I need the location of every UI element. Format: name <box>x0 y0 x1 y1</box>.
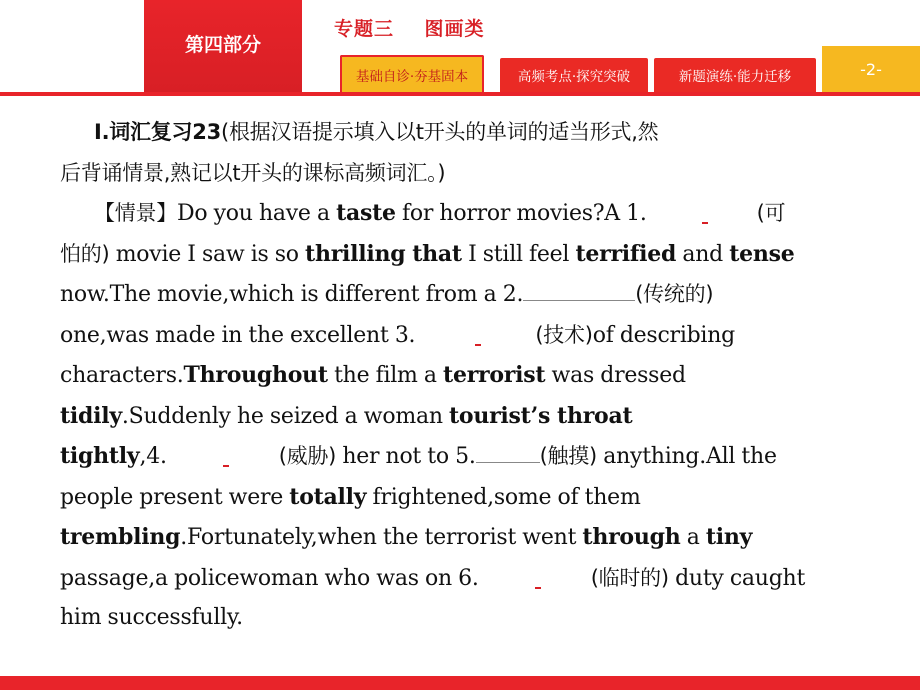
passage-line-9: trembling.Fortunately,when the terrorist went through a tiny <box>60 524 753 550</box>
passage-line-4: one,was made in the excellent 3. (技术)of describing <box>60 315 860 356</box>
exercise-content <box>60 112 860 639</box>
passage-line-7: tightly,4. (威胁) her not to 5. (触摸) anything.All the <box>60 436 860 477</box>
slide-header <box>0 0 920 100</box>
instruction-line-2: 后背诵情景,熟记以t开头的课标高频词汇。) <box>60 160 446 185</box>
blank-3[interactable] <box>415 316 535 342</box>
blank-5[interactable] <box>476 436 540 463</box>
passage-line-11: him successfully. <box>60 605 243 630</box>
blank-2[interactable] <box>523 274 635 301</box>
tab-basic-diagnosis[interactable]: 基础自诊·夯基固本 <box>340 55 484 92</box>
passage-line-8: people present were totally frightened,some of them <box>60 483 641 510</box>
blank-4[interactable] <box>167 437 279 463</box>
passage-line-1: 【情景】Do you have a taste for horror movies?A 1. (可 <box>60 193 860 234</box>
topic-title: 专题三 图画类 <box>334 18 485 40</box>
instruction-line-1: Ⅰ.词汇复习23(根据汉语提示填入以t开头的单词的适当形式,然 <box>94 120 659 144</box>
passage-line-6: tidily.Suddenly he seized a woman tourist’s throat <box>60 402 633 429</box>
page-number: -2- <box>822 46 920 92</box>
passage-line-3: now.The movie,which is different from a 2. (传统的) <box>60 274 860 315</box>
passage-line-5: characters.Throughout the film a terrorist was dressed <box>60 362 686 388</box>
blank-6[interactable] <box>479 559 591 585</box>
blank-1[interactable] <box>647 194 757 220</box>
scenario-tag: 【情景】 <box>94 201 177 225</box>
tab-new-practice[interactable]: 新题演练·能力迁移 <box>654 58 816 92</box>
header-divider <box>0 92 920 96</box>
passage-line-2: 怕的) movie I saw is so thrilling that I still feel terrified and tense <box>60 240 795 267</box>
section-heading: Ⅰ.词汇复习23 <box>94 120 222 144</box>
part-label: 第四部分 <box>144 0 302 92</box>
footer-bar <box>0 676 920 690</box>
passage-line-10: passage,a policewoman who was on 6. (临时的) duty caught <box>60 558 860 599</box>
tab-frequent-points[interactable]: 高频考点·探究突破 <box>500 58 648 92</box>
